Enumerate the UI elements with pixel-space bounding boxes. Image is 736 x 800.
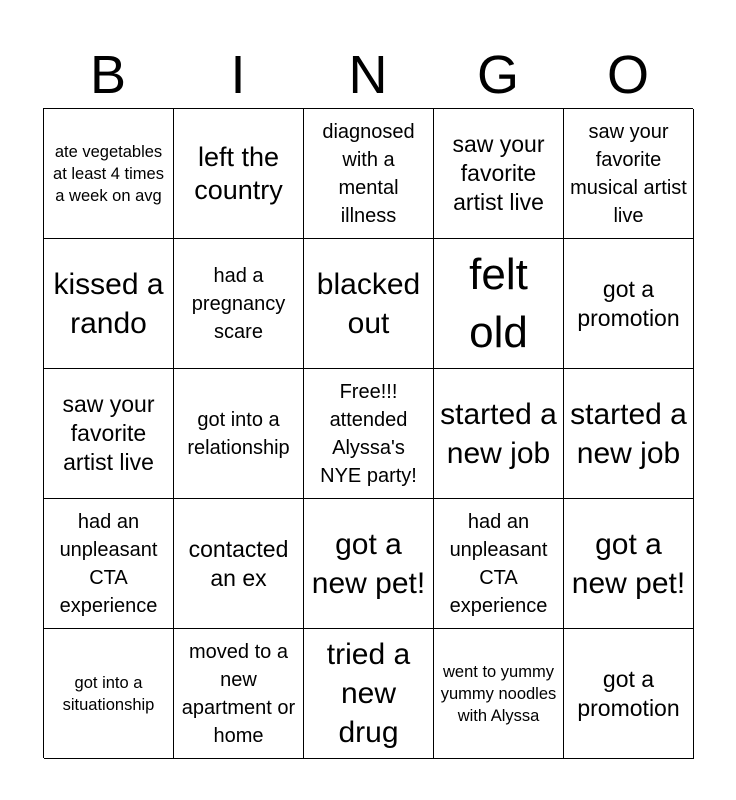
- header-letter-o: O: [606, 45, 649, 105]
- bingo-cell[interactable]: [304, 239, 434, 369]
- bingo-cell[interactable]: [44, 369, 174, 499]
- header-letter-n: N: [348, 45, 388, 105]
- cell-text: saw your favorite musical artist live: [570, 120, 687, 227]
- bingo-cell free-space[interactable]: [304, 369, 434, 499]
- bingo-cell[interactable]: [174, 239, 304, 369]
- bingo-cell[interactable]: [44, 239, 174, 369]
- header-letter-i: I: [230, 45, 246, 105]
- cell-text: saw your favorite artist live: [452, 131, 545, 215]
- cell-text: got a promotion: [577, 275, 680, 331]
- bingo-cell[interactable]: [434, 239, 564, 369]
- bingo-cell[interactable]: [174, 499, 304, 629]
- cell-text: got a new pet!: [311, 527, 426, 600]
- cell-text: started a new job: [440, 397, 557, 470]
- cell-text: went to yummy yummy noodles with Alyssa: [440, 662, 557, 725]
- header-letter-b: B: [89, 45, 127, 105]
- bingo-board: [43, 108, 693, 758]
- bingo-cell[interactable]: [434, 629, 564, 759]
- bingo-cell[interactable]: [174, 629, 304, 759]
- cell-text: Free!!! attended Alyssa's NYE party!: [320, 380, 417, 487]
- header-letter-g: G: [476, 45, 519, 105]
- bingo-cell[interactable]: [44, 629, 174, 759]
- cell-text: diagnosed with a mental illness: [322, 120, 415, 227]
- bingo-cell[interactable]: [564, 239, 694, 369]
- bingo-cell[interactable]: [564, 629, 694, 759]
- bingo-cell[interactable]: [304, 629, 434, 759]
- cell-text: tried a new drug: [326, 638, 411, 749]
- bingo-cell[interactable]: [174, 369, 304, 499]
- cell-text: saw your favorite artist live: [62, 391, 155, 475]
- bingo-cell[interactable]: [564, 369, 694, 499]
- bingo-cell[interactable]: [304, 109, 434, 239]
- cell-text: got into a relationship: [187, 408, 290, 459]
- bingo-cell[interactable]: [304, 499, 434, 629]
- cell-text: contacted an ex: [188, 535, 289, 591]
- cell-text: blacked out: [316, 267, 421, 340]
- cell-text: got a new pet!: [571, 527, 686, 600]
- cell-text: felt old: [469, 249, 528, 357]
- bingo-cell[interactable]: [434, 499, 564, 629]
- bingo-cell[interactable]: [434, 109, 564, 239]
- bingo-cell[interactable]: [44, 109, 174, 239]
- cell-text: got into a situationship: [62, 673, 155, 714]
- cell-text: moved to a new apartment or home: [181, 640, 296, 747]
- bingo-cell[interactable]: [564, 499, 694, 629]
- cell-text: ate vegetables at least 4 times a week on avg: [53, 142, 164, 205]
- cell-text: left the country: [194, 141, 283, 205]
- cell-text: started a new job: [570, 397, 687, 470]
- bingo-header: [43, 42, 693, 108]
- bingo-cell[interactable]: [564, 109, 694, 239]
- cell-text: kissed a rando: [53, 267, 164, 340]
- cell-text: had an unpleasant CTA experience: [59, 510, 158, 617]
- cell-text: had an unpleasant CTA experience: [449, 510, 548, 617]
- cell-text: had a pregnancy scare: [191, 264, 286, 343]
- cell-text: got a promotion: [577, 665, 680, 721]
- bingo-cell[interactable]: [174, 109, 304, 239]
- bingo-cell[interactable]: [44, 499, 174, 629]
- bingo-cell[interactable]: [434, 369, 564, 499]
